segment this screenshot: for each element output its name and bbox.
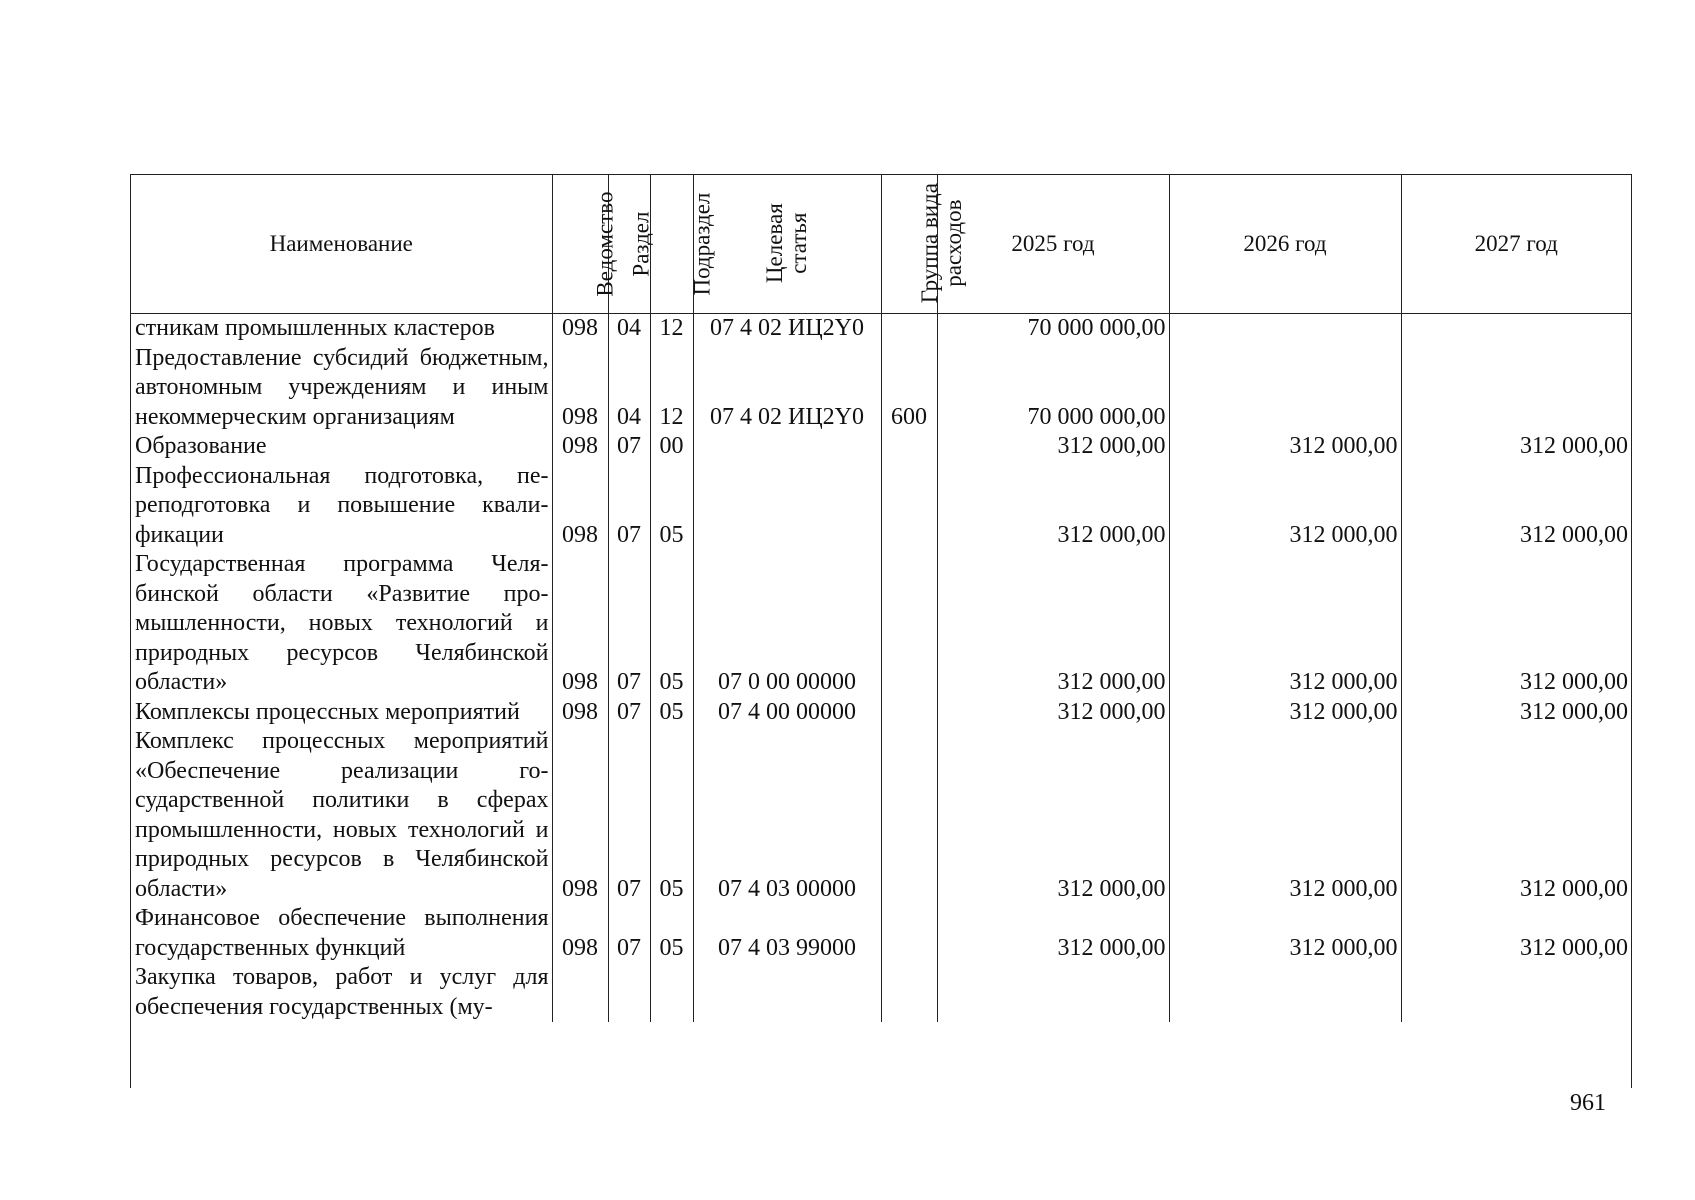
row-2026 (1169, 314, 1401, 344)
header-name: Наименование (131, 175, 552, 314)
row-name: Предоставление субсидий бюджетным, автономным учреждениям и иным некоммерческим организациям (131, 344, 552, 433)
row-name: Комплексы процессных мероприятий (131, 698, 552, 728)
row-razdel: 07 (608, 550, 650, 698)
row-2027 (1401, 314, 1631, 344)
budget-table (131, 175, 1631, 1022)
row-2025: 312 000,00 (937, 904, 1169, 963)
row-gruppa-vida (881, 314, 937, 344)
row-razdel (608, 963, 650, 1022)
row-vedomstvo: 098 (552, 727, 608, 904)
row-gruppa-vida (881, 904, 937, 963)
row-name: Государственная программа Челябинской области «Развитие промышленности, новых технологий и природных ресурсов Челябинской области» (131, 550, 552, 698)
row-podrazdel: 12 (650, 344, 693, 433)
row-2026: 312 000,00 (1169, 432, 1401, 462)
row-2025: 312 000,00 (937, 550, 1169, 698)
table-row (131, 462, 1631, 551)
table-row (131, 550, 1631, 698)
header-2025: 2025 год (937, 175, 1169, 314)
table-row (131, 904, 1631, 963)
header-celevaya-statya: Целевая статья (693, 175, 881, 314)
row-celevaya-statya: 07 4 00 00000 (693, 698, 881, 728)
row-2026: 312 000,00 (1169, 904, 1401, 963)
row-razdel: 07 (608, 727, 650, 904)
header-razdel: Раздел (608, 175, 650, 314)
row-vedomstvo: 098 (552, 314, 608, 344)
table-row (131, 963, 1631, 1022)
row-podrazdel: 00 (650, 432, 693, 462)
row-2027: 312 000,00 (1520, 669, 1628, 695)
budget-table-frame (130, 174, 1632, 1088)
row-celevaya-statya (693, 963, 881, 1022)
row-2025: 312 000,00 (937, 432, 1169, 462)
row-vedomstvo: 098 (552, 432, 608, 462)
row-celevaya-statya: 07 4 02 ИЦ2Y0 (693, 314, 881, 344)
row-name: стникам промышленных кластеров (131, 314, 552, 344)
row-podrazdel: 05 (650, 462, 693, 551)
row-2025: 70 000 000,00 (937, 344, 1169, 433)
row-razdel: 04 (608, 344, 650, 433)
header-2026: 2026 год (1169, 175, 1401, 314)
row-gruppa-vida (881, 432, 937, 462)
row-gruppa-vida (881, 698, 937, 728)
row-2026 (1169, 963, 1401, 1022)
row-celevaya-statya (693, 432, 881, 462)
header-gruppa-vida: Группа вида расходов (881, 175, 937, 314)
row-celevaya-statya: 07 4 03 00000 (693, 727, 881, 904)
row-name: Комплекс процессных мероприятий «Обеспечение реализации государственной политики в сферах промышленности, новых технологий и природных ресурсов в Челябинской области» (131, 727, 552, 904)
row-vedomstvo (552, 963, 608, 1022)
row-2027: 312 000,00 (1520, 433, 1628, 459)
row-podrazdel (650, 963, 693, 1022)
row-2027 (1401, 344, 1631, 433)
row-2026: 312 000,00 (1169, 550, 1401, 698)
row-vedomstvo: 098 (552, 344, 608, 433)
row-2026 (1169, 344, 1401, 433)
row-name: Финансовое обеспечение выполнения государственных функций (131, 904, 552, 963)
table-row (131, 727, 1631, 904)
row-2027: 312 000,00 (1520, 934, 1628, 961)
row-2027: 312 000,00 (1520, 698, 1628, 725)
row-podrazdel: 05 (650, 550, 693, 698)
row-celevaya-statya: 07 0 00 00000 (693, 550, 881, 698)
row-celevaya-statya: 07 4 02 ИЦ2Y0 (693, 344, 881, 433)
row-razdel: 07 (608, 904, 650, 963)
table-row (131, 314, 1631, 344)
row-podrazdel: 05 (650, 727, 693, 904)
row-razdel: 07 (608, 462, 650, 551)
row-gruppa-vida (881, 550, 937, 698)
table-row (131, 698, 1631, 728)
table-row (131, 344, 1631, 433)
row-2026: 312 000,00 (1169, 462, 1401, 551)
row-podrazdel: 05 (650, 904, 693, 963)
row-2025 (937, 963, 1169, 1022)
row-gruppa-vida (881, 727, 937, 904)
table-header-row (131, 175, 1631, 314)
header-vedomstvo: Ведомство (552, 175, 608, 314)
row-2025: 312 000,00 (937, 462, 1169, 551)
row-2026: 312 000,00 (1169, 698, 1401, 728)
row-podrazdel: 05 (650, 698, 693, 728)
page-number: 961 (1570, 1090, 1606, 1116)
row-razdel: 07 (608, 698, 650, 728)
row-gruppa-vida (881, 462, 937, 551)
table-row (131, 432, 1631, 462)
row-razdel: 04 (608, 314, 650, 344)
row-vedomstvo: 098 (552, 698, 608, 728)
row-vedomstvo: 098 (552, 550, 608, 698)
row-name: Закупка товаров, работ и услуг для обеспечения государственных (му- (131, 963, 552, 1022)
row-vedomstvo: 098 (552, 904, 608, 963)
row-podrazdel: 12 (650, 314, 693, 344)
row-2026: 312 000,00 (1169, 727, 1401, 904)
row-name: Профессиональная подготовка, переподготовка и повышение квалификации (131, 462, 552, 551)
row-gruppa-vida (881, 963, 937, 1022)
row-celevaya-statya: 07 4 03 99000 (693, 904, 881, 963)
row-2027: 312 000,00 (1520, 875, 1628, 902)
row-2027: 312 000,00 (1520, 521, 1628, 548)
row-vedomstvo: 098 (552, 462, 608, 551)
row-2025: 312 000,00 (937, 698, 1169, 728)
row-2027 (1401, 963, 1631, 1022)
row-celevaya-statya (693, 462, 881, 551)
row-name: Образование (131, 432, 552, 462)
row-2025: 70 000 000,00 (937, 314, 1169, 344)
header-2027: 2027 год (1401, 175, 1631, 314)
row-2025: 312 000,00 (937, 727, 1169, 904)
row-razdel: 07 (608, 432, 650, 462)
header-podrazdel: Подраздел (650, 175, 693, 314)
row-gruppa-vida: 600 (881, 344, 937, 433)
